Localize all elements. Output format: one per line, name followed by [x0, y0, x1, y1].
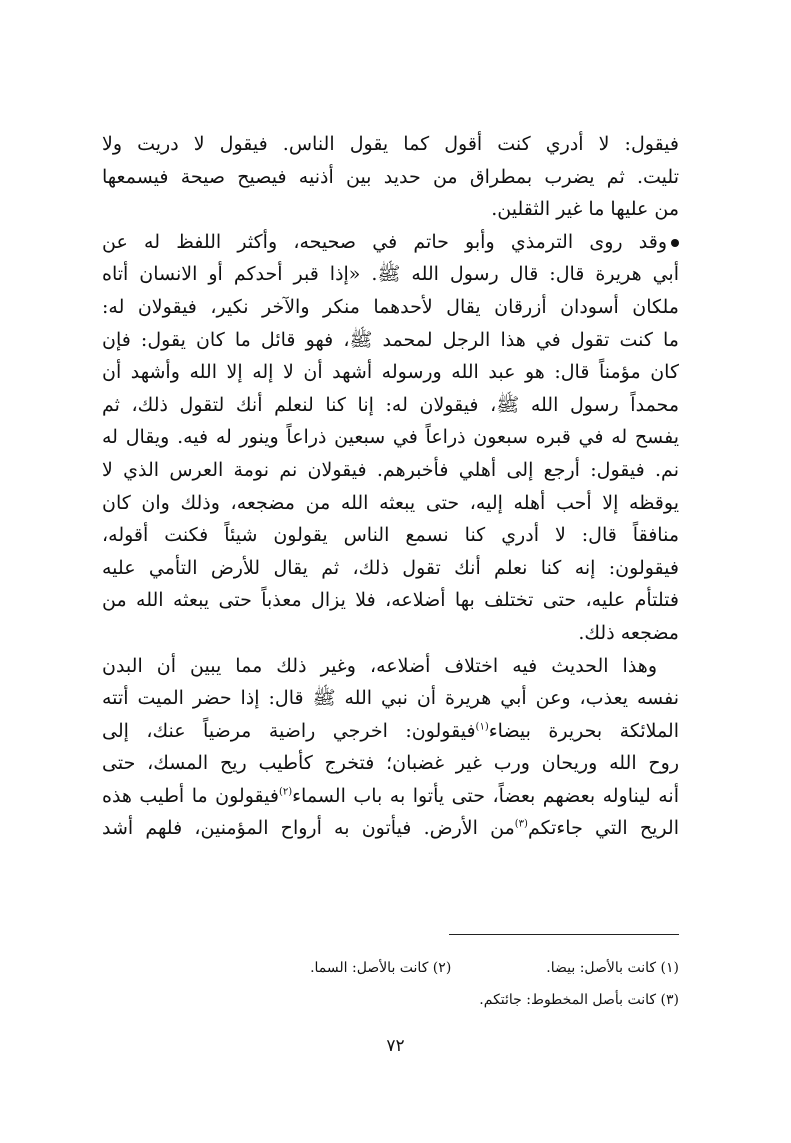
text-segment: الملائكة بحريرة بيضاء [488, 719, 679, 742]
footnote-row [102, 952, 679, 984]
text-line: أبي هريرة قال: قال رسول الله ﷺ. «إذا قبر أحدكم أو الانسان أتاه [102, 263, 679, 286]
paragraph-start: وقد روى الترمذي وأبو حاتم في صحيحه، وأكثر اللفظ له عن [102, 230, 667, 253]
text-line: نفسه يعذب، وعن أبي هريرة أن نبي الله ﷺ قال: إذا حضر الميت أتته [102, 687, 679, 710]
main-text [102, 128, 679, 845]
text-line: وهذا الحديث فيه اختلاف أضلاعه، وغير ذلك مما يبين أن البدن [102, 654, 657, 677]
text-line [102, 715, 679, 748]
footnotes [102, 952, 679, 1016]
text-line: ملكان أسودان أزرقان يقال لأحدهما منكر والآخر نكير، فيقولان له: [102, 295, 679, 318]
text-line: فتلتأم عليه، حتى تختلف بها أضلاعه، فلا يزال معذباً حتى يبعثه الله من [102, 589, 679, 612]
text-line: فيقولون: إنه كنا نعلم أنك تقول ذلك، ثم يقال للأرض التأمي عليه [102, 556, 679, 579]
footnote-row [102, 984, 679, 1016]
text-line: منافقاً قال: لا أدري كنا نسمع الناس يقولون شيئاً فكنت أقوله، [102, 524, 679, 547]
page-number: ٧٢ [386, 1036, 405, 1056]
text-line: نم. فيقول: أرجع إلى أهلي فأخبرهم. فيقولان نم نومة العرس الذي لا [102, 458, 679, 481]
text-line [102, 812, 679, 845]
footnote-3: (٣) كانت بأصل المخطوط: جائتكم. [479, 992, 679, 1008]
text-segment: الريح التي جاءتكم [527, 817, 679, 840]
text-segment: فيقولون ما أطيب هذه [102, 784, 279, 807]
text-segment: من الأرض. فيأتون به أرواح المؤمنين، فلهم أشد [102, 817, 515, 840]
text-line: يوقظه إلا أحب أهله إليه، حتى يبعثه الله من مضجعه، وذلك وان كان [102, 491, 679, 514]
footnote-marker: (٣) [514, 819, 528, 831]
footnote-1: (١) كانت بالأصل: بيضا. [546, 960, 679, 976]
footnote-marker: (٢) [278, 786, 293, 798]
text-segment: أنه ليناوله بعضهم بعضاً، حتى يأتوا به باب السماء [292, 784, 679, 807]
text-line [102, 780, 679, 813]
text-line: مضجعه ذلك. [578, 621, 679, 644]
text-line: روح الله وريحان ورب غير غضبان؛ فتخرج كأطيب ريح المسك، حتى [102, 752, 679, 775]
text-line: فيقول: لا أدري كنت أقول كما يقول الناس. فيقول لا دريت ولا [102, 133, 679, 155]
footnote-marker: (١) [475, 721, 489, 733]
text-line [102, 226, 679, 259]
text-line: محمداً رسول الله ﷺ، فيقولان له: إنا كنا لنعلم أنك لتقول ذلك، ثم [102, 393, 679, 416]
bullet-icon [671, 239, 679, 247]
footnote-2: (٢) كانت بالأصل: السما. [310, 960, 452, 976]
text-line: يفسح له في قبره سبعون ذراعاً في سبعين ذراعاً وينور له فيه. ويقال له [102, 426, 679, 449]
footnote-divider [449, 934, 679, 935]
text-segment: فيقولون: اخرجي راضية مرضياً عنك، إلى [102, 719, 476, 742]
text-line: تليت. ثم يضرب بمطراق من حديد بين أذنيه فيصيح صيحة فيسمعها [102, 165, 679, 188]
text-line: من عليها ما غير الثقلين. [491, 198, 679, 221]
text-line: كان مؤمناً قال: هو عبد الله ورسوله أشهد أن لا إله إلا الله وأشهد أن [102, 361, 679, 384]
text-line: ما كنت تقول في هذا الرجل لمحمد ﷺ، فهو قائل ما كان يقول: فإن [102, 328, 679, 351]
